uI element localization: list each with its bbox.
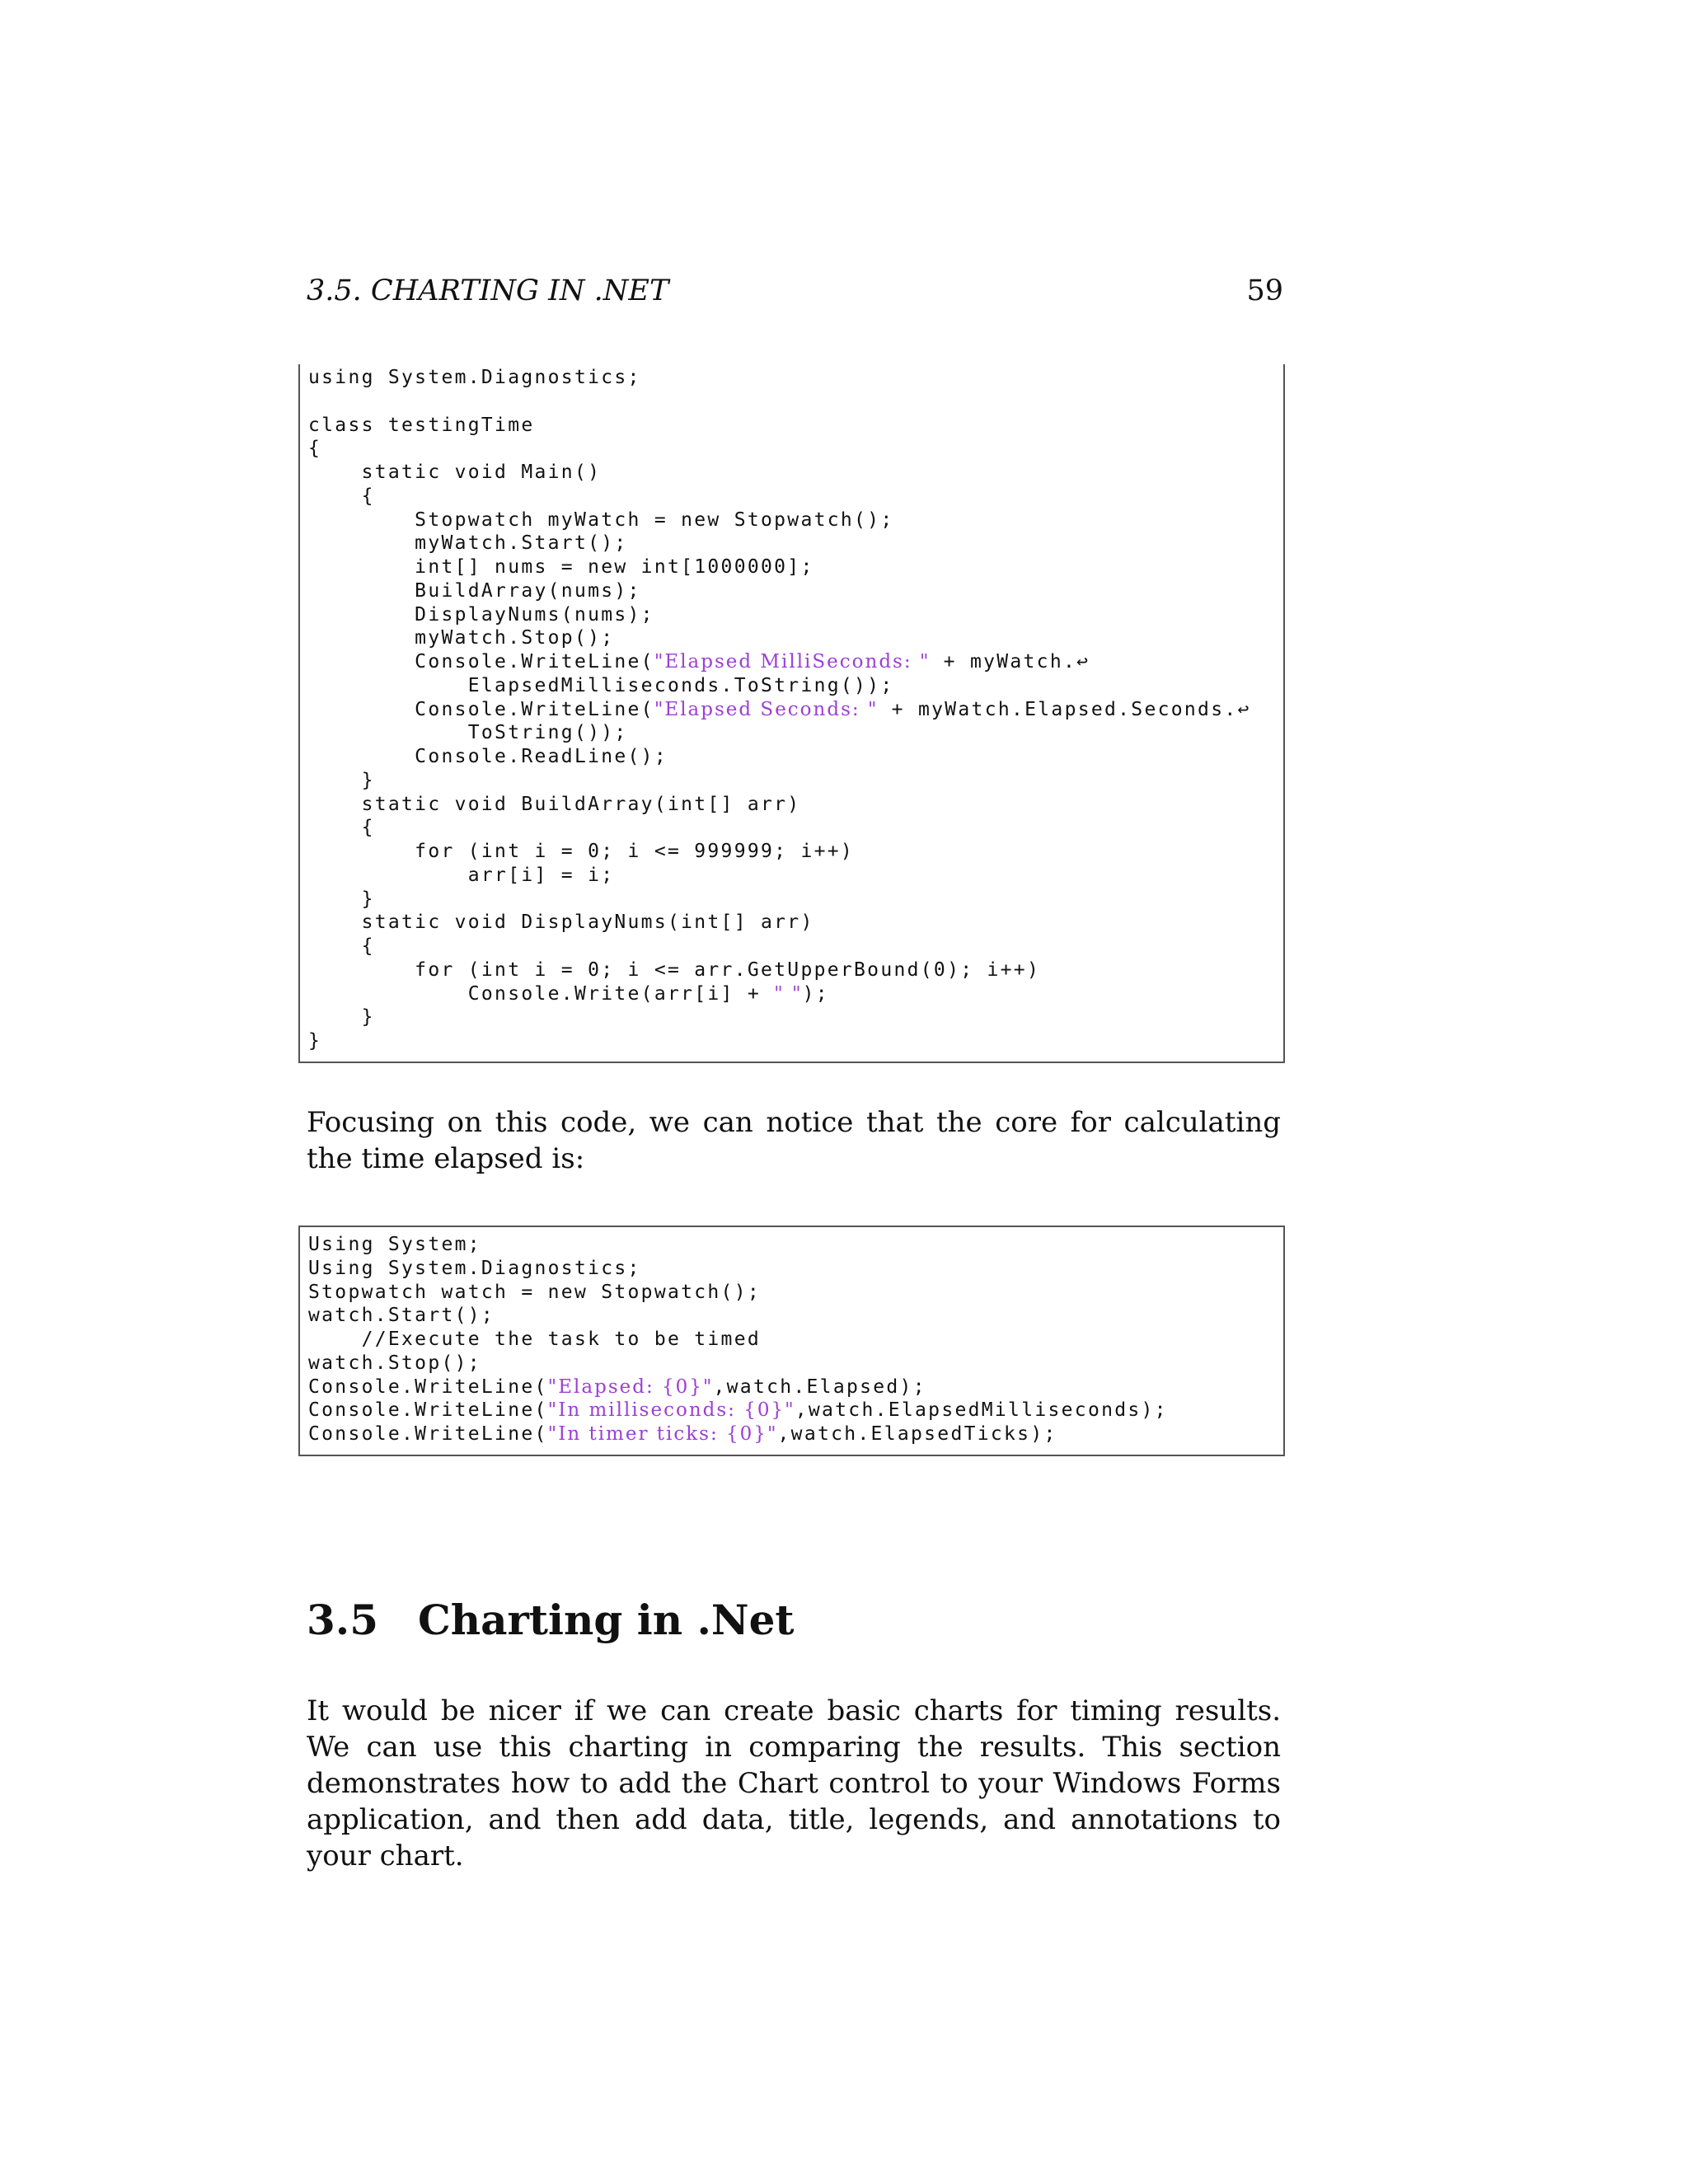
code-text: Console.WriteLine( xyxy=(308,1399,548,1422)
string-literal: "Elapsed: {0}" xyxy=(547,1376,714,1398)
code-text: ,watch.ElapsedTicks); xyxy=(777,1423,1057,1445)
section-number: 3.5 xyxy=(307,1596,378,1644)
code-line xyxy=(308,1352,1283,1376)
code-text: DisplayNums(nums); xyxy=(308,603,654,626)
code-line xyxy=(308,555,1283,579)
code-text: ); xyxy=(802,982,829,1005)
code-line xyxy=(308,437,1283,461)
code-text: BuildArray(nums); xyxy=(308,579,641,602)
code-line xyxy=(308,485,1283,509)
code-line xyxy=(308,1257,1283,1281)
code-line xyxy=(308,888,1283,912)
code-line xyxy=(308,1328,1283,1352)
code-text: Console.WriteLine( xyxy=(308,651,654,673)
code-line xyxy=(308,650,1283,674)
body-paragraph-intro: Focusing on this code, we can notice that the core for calculating the time elapsed is: xyxy=(307,1106,1281,1175)
code-line xyxy=(308,414,1283,438)
code-text: { xyxy=(308,438,322,460)
section-heading xyxy=(307,1596,794,1648)
code-text: ,watch.ElapsedMilliseconds); xyxy=(795,1399,1168,1422)
code-line xyxy=(308,935,1283,958)
code-line xyxy=(308,532,1283,555)
code-text: { xyxy=(308,935,375,957)
code-text: + myWatch.Elapsed.Seconds.↩ xyxy=(878,698,1251,720)
code-line xyxy=(308,1304,1283,1328)
code-text: Console.WriteLine( xyxy=(308,1376,548,1398)
code-text: int[] nums = new int[1000000]; xyxy=(308,556,814,578)
code-line xyxy=(308,1281,1283,1305)
string-literal: "Elapsed Seconds: " xyxy=(654,698,879,720)
code-line xyxy=(308,390,1283,414)
code-line xyxy=(308,1005,1283,1029)
code-line xyxy=(308,840,1283,864)
code-text: { xyxy=(308,485,375,507)
code-text: } xyxy=(308,769,375,791)
code-text: static void Main() xyxy=(308,462,602,483)
code-text: ToString()); xyxy=(308,722,628,744)
code-text: Console.ReadLine(); xyxy=(308,746,668,767)
code-text: arr[i] = i; xyxy=(308,864,615,886)
code-text: { xyxy=(308,817,375,839)
body-paragraph-charting: It would be nicer if we can create basic charts for timing results. We can use this charting in comparing the results. This section demonstrates how to add the Chart control to your Windows Forms application, and then add data, title, legends, and annotations to your chart. xyxy=(307,1694,1281,1872)
code-line xyxy=(308,745,1283,769)
code-text: + myWatch.↩ xyxy=(930,651,1090,673)
string-literal: "In milliseconds: {0}" xyxy=(547,1399,795,1422)
code-text: for (int i = 0; i <= 999999; i++) xyxy=(308,841,855,862)
code-text: //Execute the task to be timed xyxy=(308,1329,762,1350)
code-line xyxy=(308,461,1283,485)
code-text: Console.Write(arr[i] + xyxy=(308,982,775,1005)
code-text: watch.Stop(); xyxy=(308,1352,481,1374)
code-text: Using System; xyxy=(308,1234,481,1255)
code-text: myWatch.Stop(); xyxy=(308,627,615,649)
code-line xyxy=(308,769,1283,793)
code-line xyxy=(308,721,1283,745)
code-text: ,watch.Elapsed); xyxy=(713,1376,926,1398)
code-text: Stopwatch myWatch = new Stopwatch(); xyxy=(308,509,894,531)
code-text: Stopwatch watch = new Stopwatch(); xyxy=(308,1281,762,1303)
code-line xyxy=(308,1399,1283,1422)
code-line xyxy=(308,982,1283,1006)
code-text: for (int i = 0; i <= arr.GetUpperBound(0); i++) xyxy=(308,958,1041,981)
code-text: Using System.Diagnostics; xyxy=(308,1257,641,1279)
code-line xyxy=(308,958,1283,982)
code-line xyxy=(308,698,1283,722)
code-text: using System.Diagnostics; xyxy=(308,367,641,388)
code-line xyxy=(308,366,1283,390)
code-text: watch.Start(); xyxy=(308,1305,495,1327)
code-line xyxy=(308,579,1283,603)
string-literal: "In timer ticks: {0}" xyxy=(547,1423,778,1445)
code-line xyxy=(308,603,1283,627)
code-line xyxy=(308,911,1283,935)
code-line xyxy=(308,793,1283,817)
code-text: } xyxy=(308,1030,322,1052)
running-header xyxy=(307,274,1283,317)
code-line xyxy=(308,1422,1283,1446)
code-listing-stopwatch-core xyxy=(298,1226,1285,1456)
code-line xyxy=(308,1376,1283,1399)
code-text: } xyxy=(308,888,375,910)
code-text: } xyxy=(308,1006,375,1029)
code-text: myWatch.Start(); xyxy=(308,532,628,555)
page-number: 59 xyxy=(1246,274,1283,307)
code-line xyxy=(308,816,1283,840)
code-text: static void DisplayNums(int[] arr) xyxy=(308,912,814,934)
code-line xyxy=(308,864,1283,888)
code-line xyxy=(308,626,1283,650)
code-text: ElapsedMilliseconds.ToString()); xyxy=(308,674,894,696)
code-text: Console.WriteLine( xyxy=(308,1423,548,1445)
code-line xyxy=(308,1233,1283,1257)
code-line xyxy=(308,1029,1283,1053)
code-listing-stopwatch-program xyxy=(298,364,1285,1063)
running-header-section: 3.5. CHARTING IN .NET xyxy=(307,274,669,307)
code-text: static void BuildArray(int[] arr) xyxy=(308,793,801,815)
code-text: class testingTime xyxy=(308,414,535,436)
section-title: Charting in .Net xyxy=(418,1596,795,1644)
code-text: Console.WriteLine( xyxy=(308,698,654,720)
code-line xyxy=(308,674,1283,698)
string-literal: " " xyxy=(774,982,803,1005)
code-line xyxy=(308,509,1283,532)
string-literal: "Elapsed MilliSeconds: " xyxy=(654,651,931,673)
